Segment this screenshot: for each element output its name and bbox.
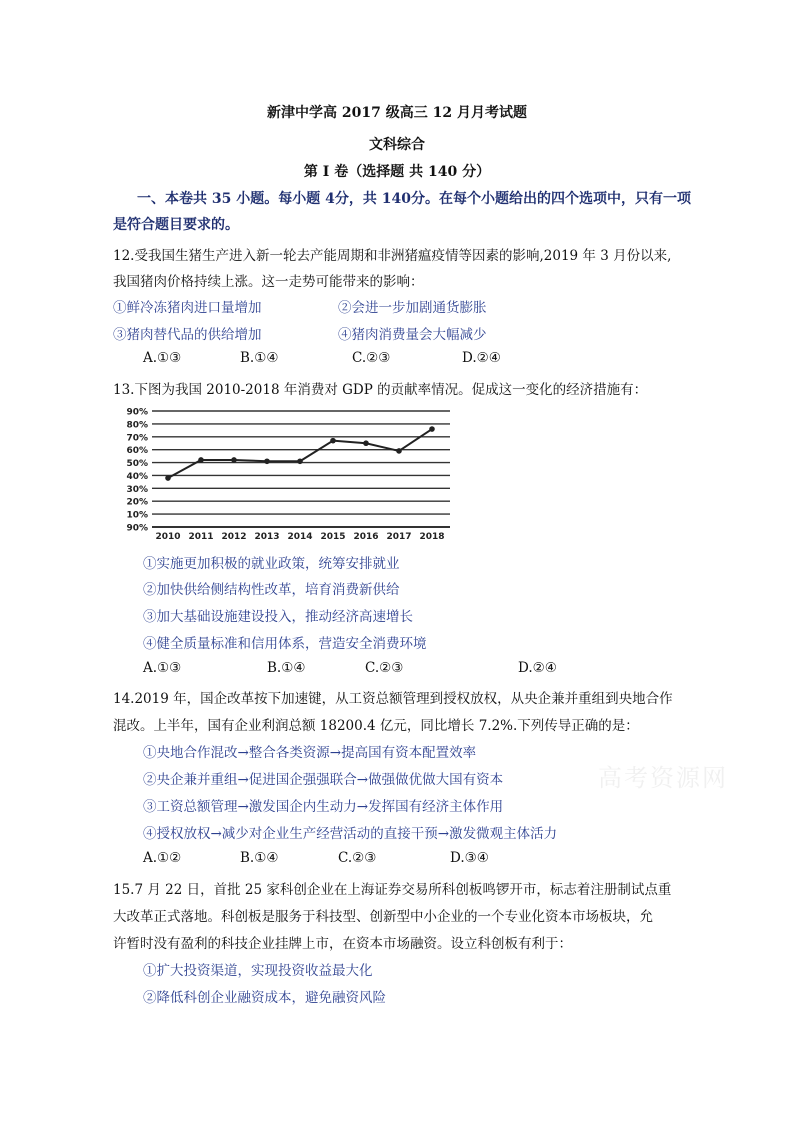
x-tick-label: 2015 [320,532,346,542]
q14-stem-line-1: 14.2019 年，国企改革按下加速键，从工资总额管理到授权放权，从央企兼并重组到央地合作 [113,691,673,707]
y-tick-label: 30% [126,484,148,495]
instructions-line-2: 是符合题目要求的。 [113,217,239,233]
q14-answer-d: D.③④ [450,850,489,866]
q13-answer-d: D.②④ [518,660,557,676]
q15-option-2: ②降低科创企业融资成本，避免融资风险 [143,990,386,1006]
q12-option-4: ④猪肉消费量会大幅减少 [338,327,487,343]
q12-stem-line-2: 我国猪肉价格持续上涨。这一走势可能带来的影响： [113,274,424,290]
y-tick-label: 60% [126,446,148,457]
q15-stem-line-3: 许暂时没有盈利的科技企业挂牌上市，在资本市场融资。设立科创板有利于： [113,936,572,952]
y-tick-label: 50% [126,459,148,470]
y-tick-label: 80% [126,420,148,431]
data-point [264,458,270,464]
q13-stem: 13.下图为我国 2010-2018 年消费对 GDP 的贡献率情况。促成这一变化的经济措施有： [113,382,648,398]
q12-answer-c: C.②③ [352,350,391,366]
q13-answer-a: A.①③ [143,660,182,676]
q13-option-1: ①实施更加积极的就业政策，统筹安排就业 [143,556,400,572]
q12-answer-a: A.①③ [143,350,182,366]
q12-answer-d: D.②④ [462,350,501,366]
x-tick-label: 2018 [419,532,445,542]
q14-option-1: ①央地合作混改→整合各类资源→提高国有资本配置效率 [143,745,477,761]
q15-option-1: ①扩大投资渠道，实现投资收益最大化 [143,963,373,979]
instructions-line-1: 一、本卷共 35 小题。每小题 4分，共 140分。在每个小题给出的四个选项中，只有一项 [137,191,691,207]
x-tick-label: 2017 [386,532,412,542]
q14-option-3: ③工资总额管理→激发国企内生动力→发挥国有经济主体作用 [143,799,504,815]
data-point [198,457,204,463]
x-tick-label: 2014 [287,532,313,542]
q13-option-4: ④健全质量标准和信用体系，营造安全消费环境 [143,636,427,652]
q12-stem-line-1: 12.受我国生猪生产进入新一轮去产能周期和非洲猪瘟疫情等因素的影响,2019 年 3 月份以来, [113,248,672,264]
q14-answer-c: C.②③ [338,850,377,866]
q14-answer-a: A.①② [143,850,182,866]
y-tick-label: 20% [126,497,148,508]
q14-option-2: ②央企兼并重组→促进国企强强联合→做强做优做大国有资本 [143,772,504,788]
data-point [429,426,435,432]
q15-stem-line-1: 15.7 月 22 日，首批 25 家科创企业在上海证券交易所科创板鸣锣开市，标志着注册制试点重 [113,882,672,898]
y-tick-label: 90% [126,407,148,418]
q14-answer-b: B.①④ [240,850,279,866]
x-tick-label: 2016 [353,532,379,542]
y-tick-label: 10% [126,510,148,521]
q13-option-2: ②加快供给侧结构性改革，培育消费新供给 [143,582,400,598]
q12-option-3: ③猪肉替代品的供给增加 [113,327,262,343]
x-tick-label: 2010 [155,532,181,542]
watermark: 高考资源网 [598,764,728,792]
x-tick-label: 2012 [221,532,247,542]
exam-subject: 文科综合 [369,137,425,153]
q15-stem-line-2: 大改革正式落地。科创板是服务于科技型、创新型中小企业的一个专业化资本市场板块，允 [113,909,653,925]
x-tick-label: 2011 [188,532,214,542]
q12-answer-b: B.①④ [240,350,279,366]
data-point [165,475,171,481]
q12-option-2: ②会进一步加剧通货膨胀 [338,300,487,316]
q12-option-1: ①鲜冷冻猪肉进口量增加 [113,300,262,316]
exam-title: 新津中学高 2017 级高三 12 月月考试题 [267,105,527,121]
consumption-gdp-line-chart [118,400,458,545]
y-tick-label: 40% [126,471,148,482]
q13-answer-b: B.①④ [267,660,306,676]
data-point [330,438,336,444]
data-point [396,448,402,454]
data-point [363,440,369,446]
y-tick-label: 90% [126,523,148,534]
exam-part: 第 I 卷（选择题 共 140 分） [303,164,491,180]
q13-option-3: ③加大基础设施建设投入，推动经济高速增长 [143,609,413,625]
q13-answer-c: C.②③ [365,660,404,676]
x-tick-label: 2013 [254,532,280,542]
data-point [297,458,303,464]
y-tick-label: 70% [126,433,148,444]
q14-option-4: ④授权放权→减少对企业生产经营活动的直接干预→激发微观主体活力 [143,826,558,842]
data-point [231,457,237,463]
q14-stem-line-2: 混改。上半年，国有企业利润总额 18200.4 亿元，同比增长 7.2%.下列传导正确的是： [113,718,639,734]
